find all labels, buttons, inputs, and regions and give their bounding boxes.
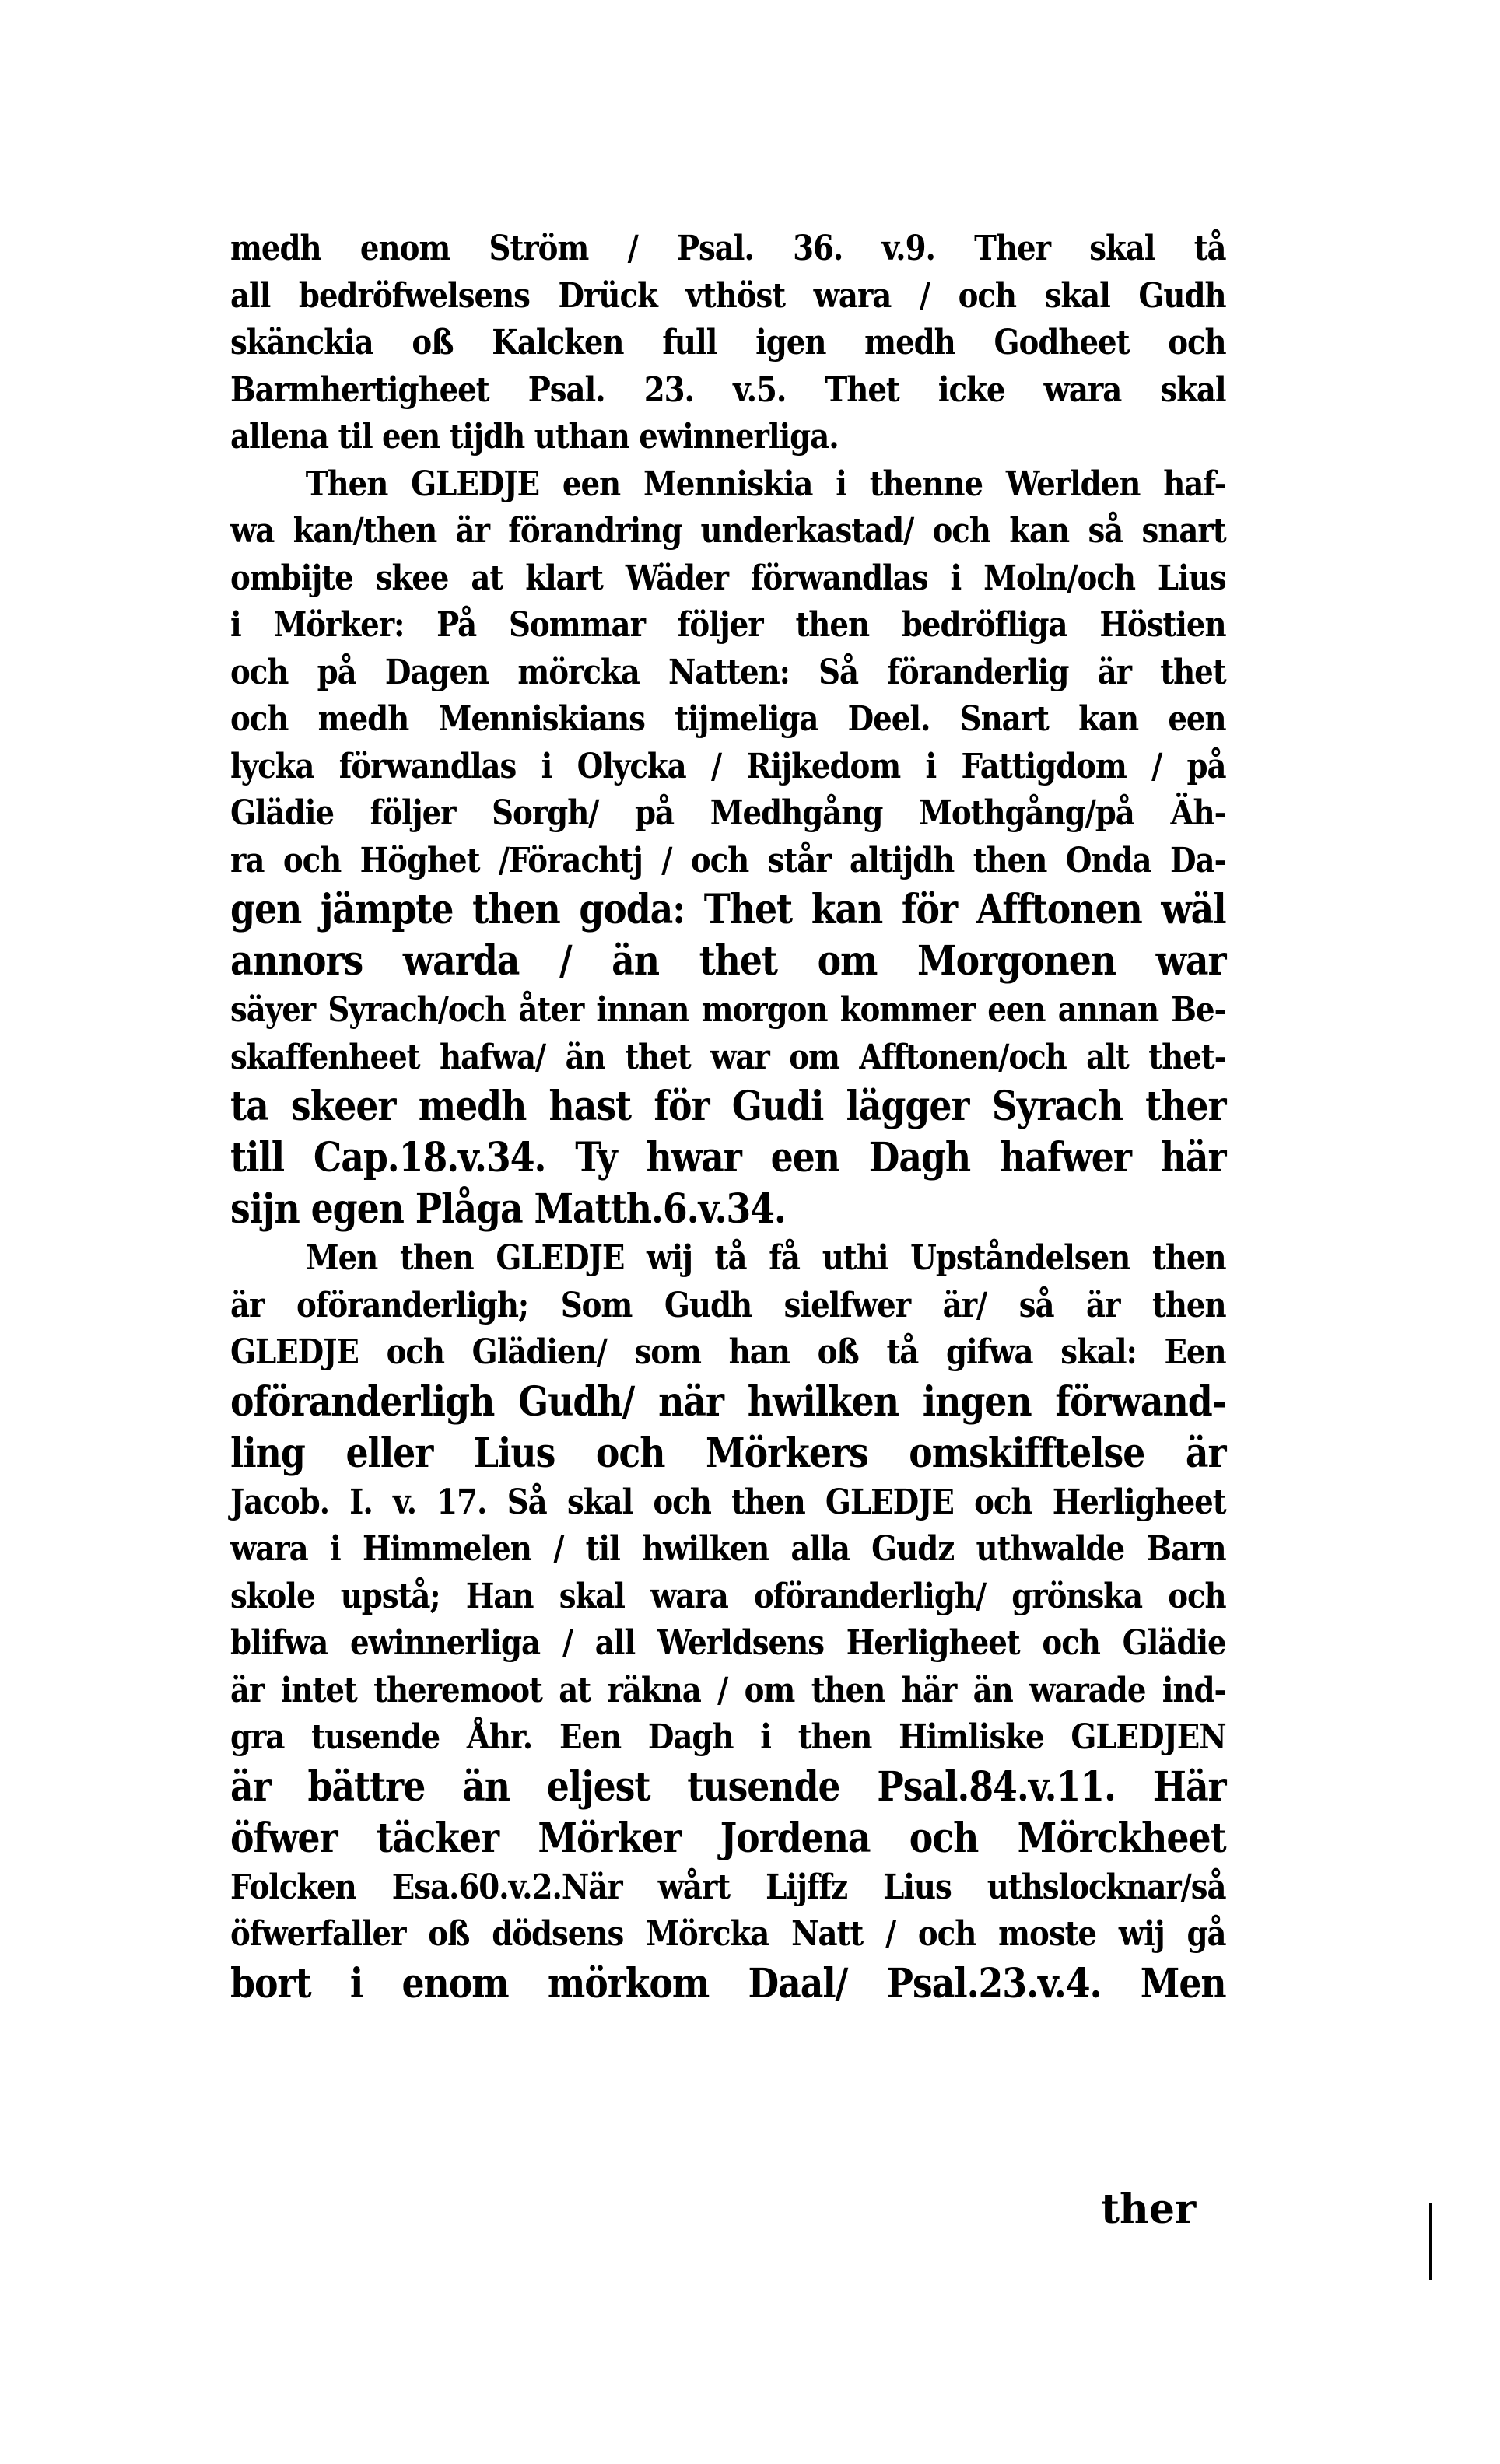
paragraph-3	[230, 1235, 1226, 2010]
text-line: och medh Menniskians tijmeliga Deel. Snart kan een	[230, 699, 1226, 739]
text-line: allena til een tijdh uthan ewinnerliga.	[230, 417, 839, 457]
text-line: är intet theremoot at räkna / om then här än warade ind-	[230, 1670, 1226, 1710]
text-line: Folcken Esa.60.v.2.När wårt Lijffz Lius uthslocknar/så	[230, 1867, 1226, 1907]
text-line: ling eller Lius och Mörkers omskifftelse är	[230, 1429, 1226, 1477]
text-line: annors warda / än thet om Morgonen war	[230, 937, 1226, 985]
text-line: skaffenheet hafwa/ än thet war om Afftonen/och alt thet-	[230, 1037, 1226, 1077]
text-line: gen jämpte then goda: Thet kan för Afftonen wäl	[230, 886, 1226, 933]
paragraph-1	[230, 226, 1226, 461]
text-line: ta skeer medh hast för Gudi lägger Syrach ther	[230, 1083, 1226, 1130]
text-line: öfwerfaller oß dödsens Mörcka Natt / och moste wij gå	[230, 1914, 1226, 1954]
text-line: bort i enom mörkom Daal/ Psal.23.v.4. Men	[230, 1959, 1226, 2007]
text-line: i Mörker: På Sommar följer then bedröfliga Höstien	[230, 605, 1226, 645]
text-line: sijn egen Plåga Matth.6.v.34.	[230, 1185, 786, 1233]
text-line: all bedröfwelsens Drück vthöst wara / och skal Gudh	[230, 275, 1226, 316]
text-line: och på Dagen mörcka Natten: Så föranderlig är thet	[230, 652, 1226, 692]
text-line: oföranderligh Gudh/ när hwilken ingen förwand-	[230, 1377, 1226, 1426]
text-line: blifwa ewinnerliga / all Werldsens Herligheet och Glädie	[230, 1623, 1226, 1663]
catchword: ther	[1101, 2186, 1197, 2233]
text-line: gra tusende Åhr. Een Dagh i then Himliske GLEDJEN	[230, 1717, 1226, 1757]
text-line: öfwer täcker Mörker Jordena och Mörckheet	[230, 1814, 1226, 1862]
text-line: säyer Syrach/och åter innan morgon kommer een annan Be-	[230, 990, 1226, 1030]
text-line: Glädie följer Sorgh/ på Medhgång Mothgång/på Äh-	[230, 793, 1226, 833]
text-line: är oföranderligh; Som Gudh sielfwer är/ så är then	[230, 1285, 1226, 1325]
text-line: GLEDJE och Glädien/ som han oß tå gifwa skal: Een	[230, 1332, 1226, 1372]
paragraph-2	[230, 461, 1226, 1236]
text-line: lycka förwandlas i Olycka / Rijkedom i Fattigdom / på	[230, 746, 1226, 786]
document-page	[230, 226, 1226, 2010]
page-edge-mark	[1429, 2203, 1432, 2280]
text-line: wa kan/then är förandring underkastad/ och kan så snart	[230, 511, 1226, 551]
text-line: Men then GLEDJE wij tå få uthi Upståndelsen then	[305, 1238, 1226, 1278]
text-line: ra och Höghet /Förachtj / och står altijdh then Onda Da-	[230, 840, 1226, 880]
text-line: Barmhertigheet Psal. 23. v.5. Thet icke wara skal	[230, 369, 1226, 410]
text-line: ombijte skee at klart Wäder förwandlas i Moln/och Lius	[230, 558, 1226, 598]
text-line: till Cap.18.v.34. Ty hwar een Dagh hafwer här	[230, 1134, 1226, 1181]
text-line: skole upstå; Han skal wara oföranderligh/ grönska och	[230, 1576, 1226, 1616]
text-line: Jacob. I. v. 17. Så skal och then GLEDJE och Herligheet	[230, 1482, 1226, 1522]
text-line: medh enom Ström / Psal. 36. v.9. Ther skal tå	[230, 229, 1226, 268]
text-line: Then GLEDJE een Menniskia i thenne Werlden haf-	[305, 464, 1226, 504]
text-line: skänckia oß Kalcken full igen medh Godheet och	[230, 323, 1226, 362]
text-line: är bättre än eljest tusende Psal.84.v.11. Här	[230, 1762, 1226, 1811]
text-line: wara i Himmelen / til hwilken alla Gudz uthwalde Barn	[230, 1529, 1226, 1569]
